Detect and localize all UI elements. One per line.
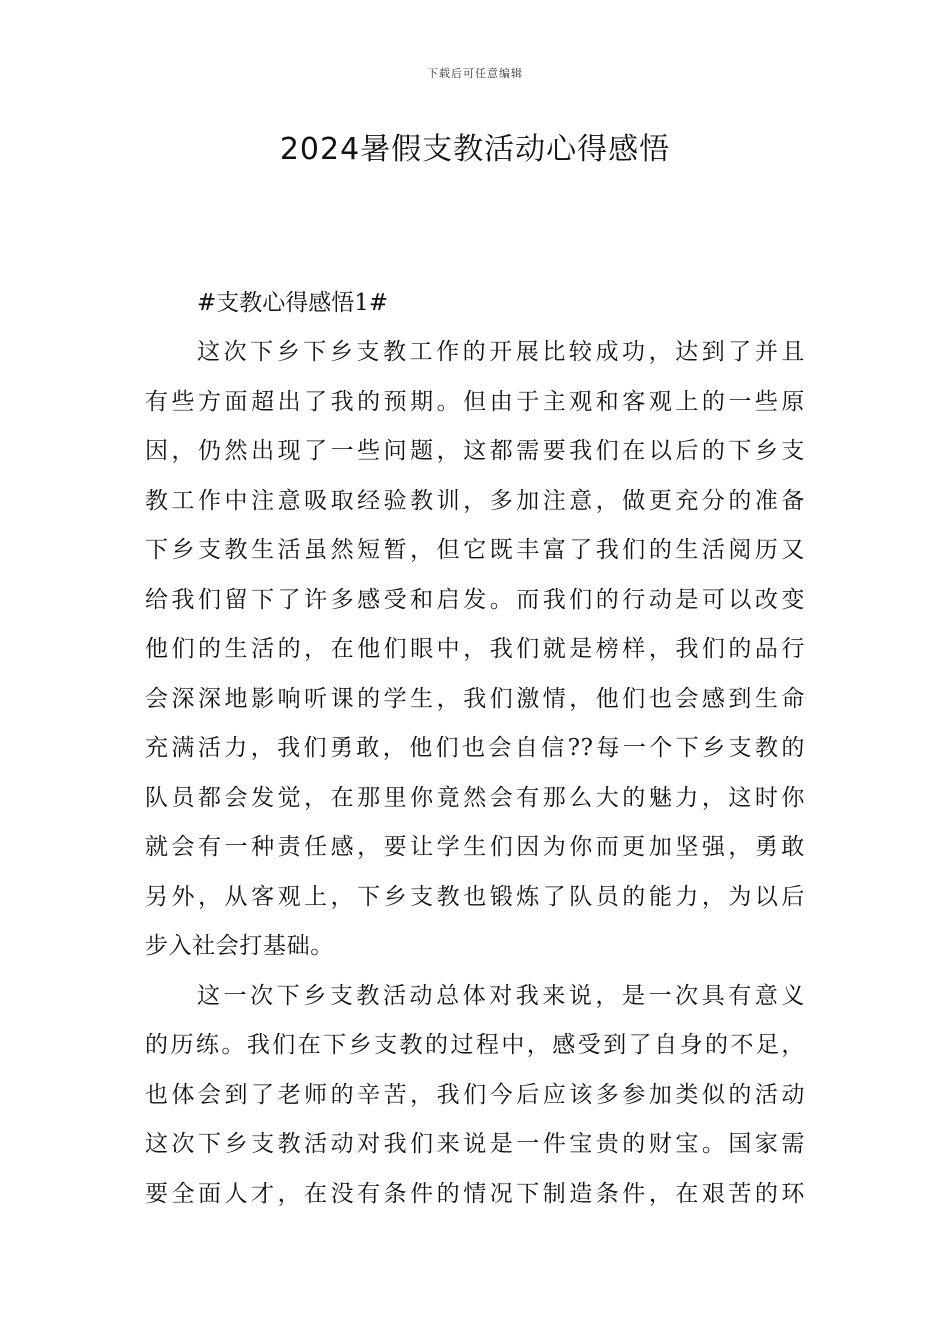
text-line: 队员都会发觉，在那里你竟然会有那么大的魅力，这时你 (145, 784, 805, 811)
text-line: 教工作中注意吸取经验教训，多加注意，做更充分的准备 (145, 487, 805, 514)
text-line: 另外，从客观上，下乡支教也锻炼了队员的能力，为以后 (145, 883, 805, 910)
paragraph-2 (145, 972, 805, 1220)
text-line: 他们的生活的，在他们眼中，我们就是榜样，我们的品行 (145, 636, 805, 662)
text-line: 充满活力，我们勇敢，他们也会自信??每一个下乡支教的 (145, 735, 805, 761)
text-line: 这一次下乡支教活动总体对我来说，是一次具有意义 (197, 982, 805, 1009)
paragraph-1 (145, 328, 805, 972)
document-body (145, 278, 805, 1219)
text-line: 就会有一种责任感，要让学生们因为你而更加坚强，勇敢 (145, 834, 805, 860)
text-line: 这次下乡支教活动对我们来说是一件宝贵的财宝。国家需 (145, 1131, 805, 1157)
text-line: 步入社会打基础。 (145, 933, 334, 959)
text-line: 给我们留下了许多感受和启发。而我们的行动是可以改变 (145, 586, 805, 613)
text-line: 会深深地影响听课的学生，我们激情，他们也会感到生命 (145, 685, 805, 712)
text-line: 下乡支教生活虽然短暂，但它既丰富了我们的生活阅历又 (145, 537, 805, 563)
text-line: 因，仍然出现了一些问题，这都需要我们在以后的下乡支 (145, 438, 805, 464)
text-line: 要全面人才，在没有条件的情况下制造条件，在艰苦的环 (145, 1180, 805, 1207)
text-line: 有些方面超出了我的预期。但由于主观和客观上的一些原 (145, 388, 805, 415)
text-line: 的历练。我们在下乡支教的过程中，感受到了自身的不足， (145, 1032, 805, 1058)
text-line: 也体会到了老师的辛苦，我们今后应该多参加类似的活动 (145, 1081, 805, 1108)
document-title: 2024暑假支教活动心得感悟 (279, 132, 671, 167)
section-heading: #支教心得感悟1# (197, 290, 389, 316)
header-note: 下载后可任意编辑 (427, 67, 523, 80)
text-line: 这次下乡下乡支教工作的开展比较成功，达到了并且 (197, 339, 805, 365)
